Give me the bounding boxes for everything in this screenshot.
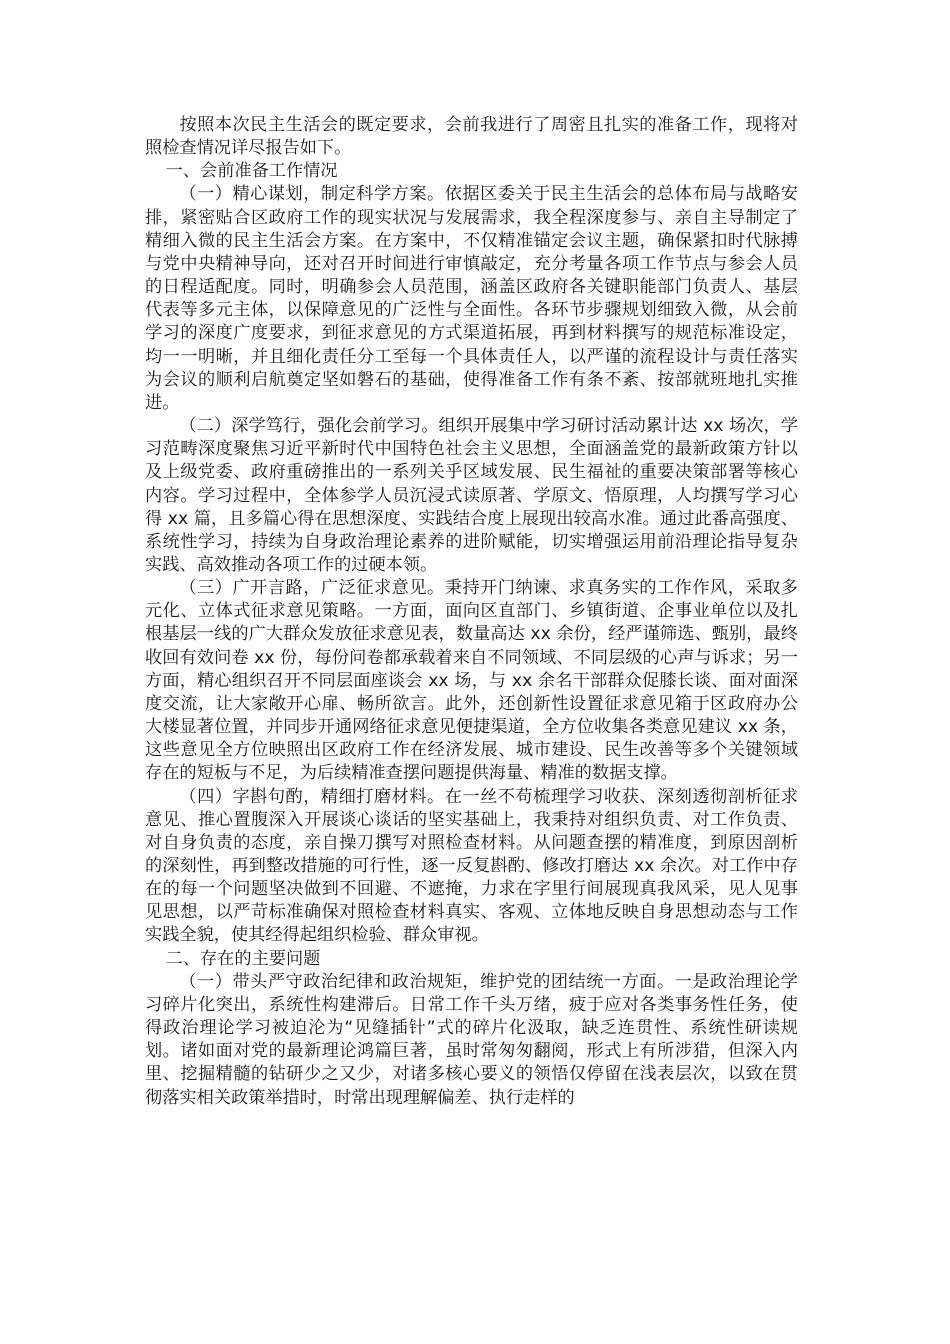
paragraph-planning: （一）精心谋划，制定科学方案。依据区委关于民主生活会的总体布局与战略安排，紧密贴合区政府工作的现实状况与发展需求，我全程深度参与、亲自主导制定了精细入微的民主生活会方案。在方案中，不仅精准锚定会议主题，确保紧扣时代脉搏与党中央精神导向，还对召开时间进行审慎敲定，充分考量各项工作节点与参会人员的日程适配度。同时，明确参会人员范围，涵盖区政府各关键职能部门负责人、基层代表等多元主体，以保障意见的广泛性与全面性。各环节步骤规划细致入微，从会前学习的深度广度要求，到征求意见的方式渠道拓展，再到材料撰写的规范标准设定，均一一明晰，并且细化责任分工至每一个具体责任人，以严谨的流程设计与责任落实为会议的顺利启航奠定坚如磐石的基础，使得准备工作有条不紊、按部就班地扎实推进。 <box>145 184 798 413</box>
paragraph-political-discipline: （一）带头严守政治纪律和政治规矩，维护党的团结统一方面。一是政治理论学习碎片化突出，系统性构建滞后。日常工作千头万绪，疲于应对各类事务性任务，使得政治理论学习被迫沦为“见缝插针”式的碎片化汲取，缺乏连贯性、系统性研读规划。诸如面对党的最新理论鸿篇巨著，虽时常匆匆翻阅，形式上有所涉猎，但深入内里、挖掘精髓的钻研少之又少，对诸多核心要义的领悟仅停留在浅表层次，以致在贯彻落实相关政策举措时，时常出现理解偏差、执行走样的 <box>145 971 798 1108</box>
paragraph-materials: （四）字斟句酌，精细打磨材料。在一丝不苟梳理学习收获、深刻透彻剖析征求意见、推心置腹深入开展谈心谈话的坚实基础上，我秉持对组织负责、对工作负责、对自身负责的态度，亲自操刀撰写对照检查材料。从问题查摆的精准度，到原因剖析的深刻性，再到整改措施的可行性，逐一反复斟酌、修改打磨达 xx 余次。对工作中存在的每一个问题坚决做到不回避、不遮掩，力求在字里行间展现真我风采，见人见事见思想，以严苛标准确保对照检查材料真实、客观、立体地反映自身思想动态与工作实践全貌，使其经得起组织检验、群众审视。 <box>145 786 798 946</box>
intro-paragraph: 按照本次民主生活会的既定要求，会前我进行了周密且扎实的准备工作，现将对照检查情况详尽报告如下。 <box>145 115 798 159</box>
section-heading-problems: 二、存在的主要问题 <box>165 948 321 969</box>
paragraph-study: （二）深学笃行，强化会前学习。组织开展集中学习研讨活动累计达 xx 场次，学习范畴深度聚焦习近平新时代中国特色社会主义思想，全面涵盖党的最新政策方针以及上级党委、政府重磅推出的一系列关乎区域发展、民生福祉的重要决策部署等核心内容。学习过程中，全体参学人员沉浸式读原著、学原文、悟原理，人均撰写学习心得 xx 篇，且多篇心得在思想深度、实践结合度上展现出较高水准。通过此番高强度、系统性学习，持续为自身政治理论素养的进阶赋能，切实增强运用前沿理论指导复杂实践、高效推动各项工作的过硬本领。 <box>145 416 798 575</box>
paragraph-opinions: （三）广开言路，广泛征求意见。秉持开门纳谏、求真务实的工作作风，采取多元化、立体式征求意见策略。一方面，面向区直部门、乡镇街道、企事业单位以及扎根基层一线的广大群众发放征求意见表，数量高达 xx 余份，经严谨筛选、甄别，最终收回有效问卷 xx 份，每份问卷都承载着来自不同领域、不同层级的心声与诉求；另一方面，精心组织召开不同层面座谈会 xx 场，与 xx 余名干部群众促膝长谈、面对面深度交流，让大家敞开心扉、畅所欲言。此外，还创新性设置征求意见箱于区政府办公大楼显著位置，并同步开通网络征求意见便捷渠道，全方位收集各类意见建议 xx 条，这些意见全方位映照出区政府工作在经济发展、城市建设、民生改善等多个关键领域存在的短板与不足，为后续精准查摆问题提供海量、精准的数据支撑。 <box>145 578 798 784</box>
section-heading-preparation: 一、会前准备工作情况 <box>165 161 338 182</box>
